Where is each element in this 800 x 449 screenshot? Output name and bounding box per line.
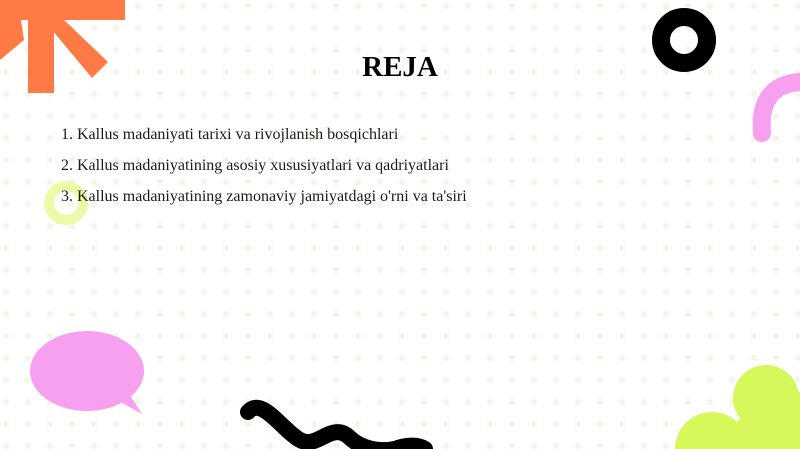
list-item: 3. Kallus madaniyatining zamonaviy jamiyatdagi o'rni va ta'siri (61, 188, 467, 205)
slide-title: REJA (362, 51, 438, 83)
list-item: 1. Kallus madaniyati tarixi va rivojlanish bosqichlari (61, 126, 399, 143)
plan-list (61, 125, 467, 218)
list-item: 2. Kallus madaniyatining asosiy xususiyatlari va qadriyatlari (61, 157, 449, 174)
